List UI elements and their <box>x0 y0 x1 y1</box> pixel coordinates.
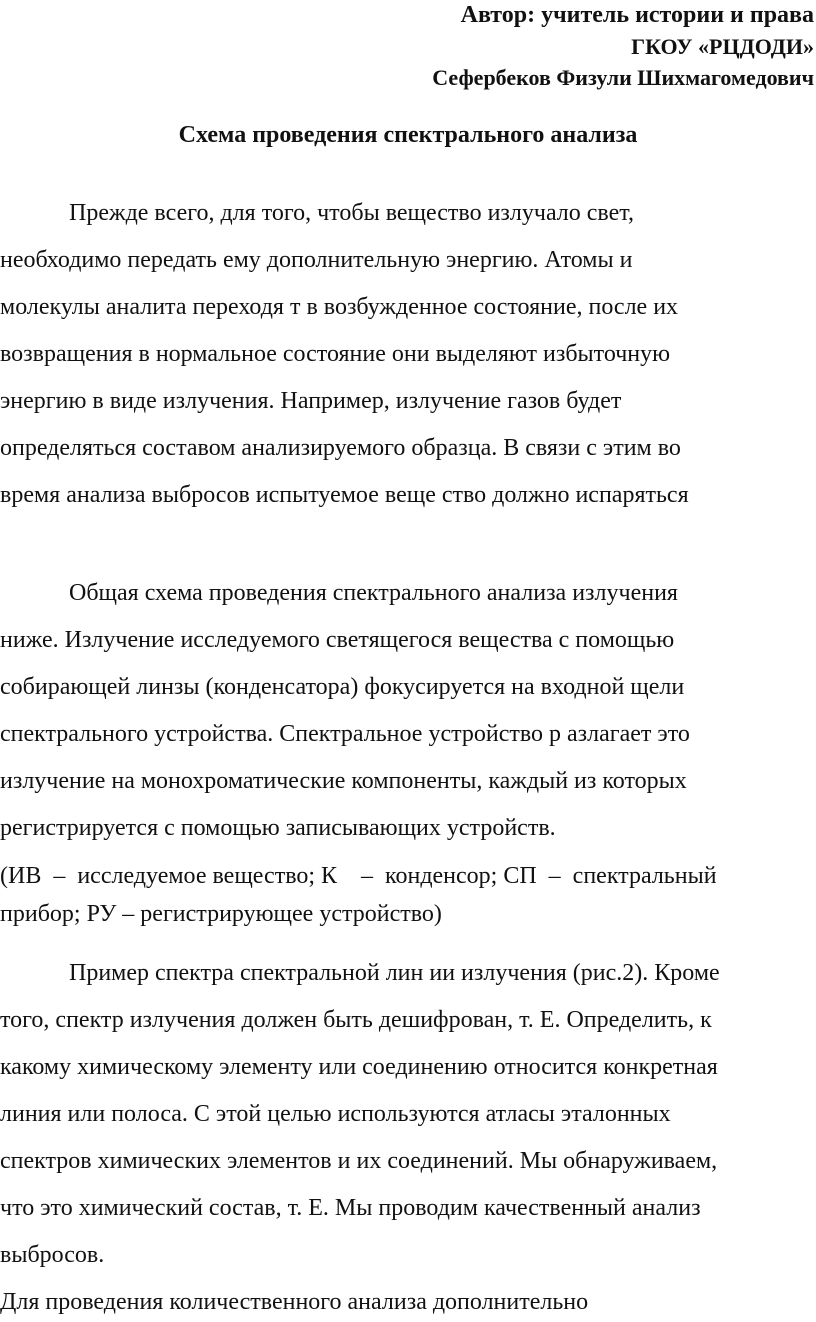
paragraph-line: Пример спектра спектральной лин ии излучения (рис.2). Кроме <box>69 960 720 986</box>
paragraph-line: Прежде всего, для того, чтобы вещество излучало свет, <box>69 200 634 226</box>
legend <box>0 857 717 933</box>
paragraph-line: Общая схема проведения спектрального анализа излучения <box>69 580 678 606</box>
paragraph-line: спектрального устройства. Спектральное устройство р азлагает это <box>0 721 690 747</box>
paragraph-line: что это химический состав, т. Е. Мы проводим качественный анализ <box>0 1195 701 1221</box>
paragraph-line: возвращения в нормальное состояние они выделяют избыточную <box>0 341 671 367</box>
paragraph-line: определяться составом анализируемого образца. В связи с этим во <box>0 435 681 461</box>
paragraph-line: собирающей линзы (конденсатора) фокусируется на входной щели <box>0 674 685 700</box>
author-block <box>432 0 814 93</box>
paragraph-line: какому химическому элементу или соединению относится конкретная <box>0 1054 718 1080</box>
author-line-2: ГКОУ «РЦДОДИ» <box>631 34 814 59</box>
paragraph-line: молекулы аналита переходя т в возбужденное состояние, после их <box>0 294 679 320</box>
paragraph-line: ниже. Излучение исследуемого светящегося вещества с помощью <box>0 627 675 653</box>
author-line-3: Сефербеков Физули Шихмагомедович <box>432 65 814 90</box>
paragraph-3 <box>0 950 720 1279</box>
legend-line: (ИВ – исследуемое вещество; К – конденсор; СП – спектральный <box>0 863 717 889</box>
paragraph-line: регистрируется с помощью записывающих устройств. <box>0 815 556 841</box>
paragraph-line: излучение на монохроматические компоненты, каждый из которых <box>0 768 687 794</box>
paragraph-2 <box>0 570 690 852</box>
legend-line: прибор; РУ – регистрирующее устройство) <box>0 901 442 927</box>
paragraph-line: спектров химических элементов и их соединений. Мы обнаруживаем, <box>0 1148 718 1174</box>
paragraph-line: время анализа выбросов испытуемое веще ство должно испаряться <box>0 482 689 508</box>
paragraph-line: выбросов. <box>0 1242 105 1268</box>
document-title: Схема проведения спектрального анализа <box>178 122 638 148</box>
paragraph-1 <box>0 190 689 519</box>
paragraph-line: линия или полоса. С этой целью используются атласы эталонных <box>0 1101 671 1127</box>
paragraph-line: Для проведения количественного анализа дополнительно <box>0 1289 589 1315</box>
paragraph-line: энергию в виде излучения. Например, излучение газов будет <box>0 388 622 414</box>
paragraph-4 <box>0 1279 588 1322</box>
author-line-1: Автор: учитель истории и права <box>460 2 814 28</box>
paragraph-line: необходимо передать ему дополнительную энергию. Атомы и <box>0 247 633 273</box>
paragraph-line: того, спектр излучения должен быть дешифрован, т. Е. Определить, к <box>0 1007 712 1033</box>
